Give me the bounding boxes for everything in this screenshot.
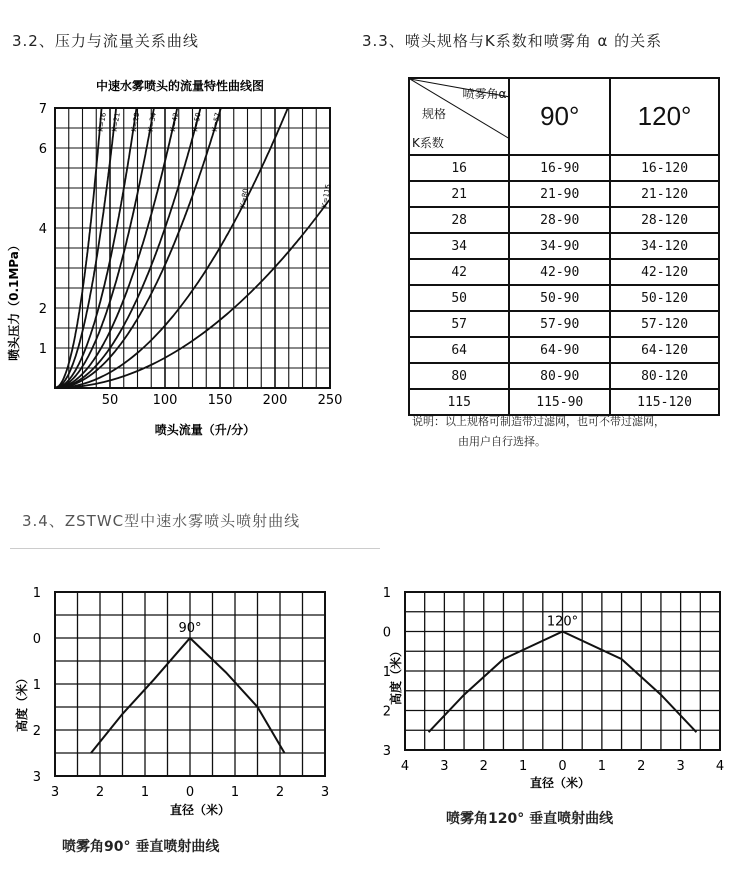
x-tick-label: 200 <box>262 393 288 408</box>
table-note-1: 说明：以上规格可制造带过滤网，也可不带过滤网， <box>412 415 665 428</box>
x-tick-label: 2 <box>275 785 285 800</box>
spec-90-cell: 115-90 <box>509 389 610 415</box>
k-value-cell: 28 <box>409 207 509 233</box>
curve-label: K=50 <box>191 111 203 133</box>
x-tick-label: 150 <box>207 393 233 408</box>
table-row <box>409 181 719 207</box>
spray-120-chart <box>370 580 750 800</box>
angle-annotation: 90° <box>178 621 202 636</box>
x-tick-label: 0 <box>558 759 567 774</box>
y-tick-label: 1 <box>32 678 41 693</box>
y-tick-label: 3 <box>382 744 391 759</box>
table-row <box>409 363 719 389</box>
spec-120-cell: 64-120 <box>610 337 719 363</box>
spec-120-cell: 115-120 <box>610 389 719 415</box>
table-row <box>409 207 719 233</box>
y-tick-label: 1 <box>38 342 47 357</box>
table-row <box>409 311 719 337</box>
table-row <box>409 259 719 285</box>
spray-90-chart <box>0 580 370 820</box>
spray-90-plot <box>33 586 329 800</box>
table-row <box>409 337 719 363</box>
spec-90-cell: 50-90 <box>509 285 610 311</box>
k-value-cell: 16 <box>409 155 509 181</box>
spray-120-y-label: 高度（米） <box>389 644 403 706</box>
spec-90-cell: 80-90 <box>509 363 610 389</box>
x-tick-label: 2 <box>95 785 105 800</box>
section-title-pressure-flow: 3.2、压力与流量关系曲线 <box>12 32 199 50</box>
x-tick-label: 1 <box>140 785 150 800</box>
k-value-cell: 64 <box>409 337 509 363</box>
spray-120-x-label: 直径（米） <box>529 776 591 790</box>
k-value-cell: 80 <box>409 363 509 389</box>
k-value-cell: 57 <box>409 311 509 337</box>
divider <box>10 548 380 549</box>
y-tick-label: 0 <box>382 625 391 641</box>
k-value-cell: 42 <box>409 259 509 285</box>
y-tick-label: 6 <box>38 142 47 157</box>
spray-curve <box>91 638 285 753</box>
y-tick-label: 7 <box>38 102 47 117</box>
table-row <box>409 233 719 259</box>
spec-120-cell: 21-120 <box>610 181 719 207</box>
x-tick-label: 0 <box>185 785 195 800</box>
spray-90-caption: 喷雾角90° 垂直喷射曲线 <box>62 839 220 855</box>
column-120: 120° <box>610 78 719 155</box>
y-tick-label: 3 <box>32 770 41 785</box>
curve-label: K=16 <box>96 111 108 133</box>
header-k: K系数 <box>412 136 444 150</box>
table-row <box>409 285 719 311</box>
x-tick-label: 100 <box>152 393 178 408</box>
column-90: 90° <box>509 78 610 155</box>
x-tick-label: 2 <box>479 759 488 774</box>
y-tick-label: 1 <box>32 586 41 601</box>
y-axis-label: 喷头压力（0.1MPa） <box>7 239 21 361</box>
section-title-spray-curve: 3.4、ZSTWC型中速水雾喷头喷射曲线 <box>22 512 301 530</box>
spec-120-cell: 50-120 <box>610 285 719 311</box>
y-tick-label: 2 <box>32 724 41 739</box>
curve-label: K=42 <box>168 111 181 133</box>
header-spec: 规格 <box>422 107 447 121</box>
table-header-diagonal <box>409 78 509 155</box>
table-row <box>409 155 719 181</box>
x-tick-label: 3 <box>440 759 449 774</box>
curve-label: K=28 <box>130 111 142 133</box>
spec-90-cell: 21-90 <box>509 181 610 207</box>
chart-grid <box>55 108 333 388</box>
flow-characteristic-chart <box>0 60 355 450</box>
x-tick-label: 3 <box>320 785 330 800</box>
y-tick-label: 0 <box>32 632 41 647</box>
k-value-cell: 50 <box>409 285 509 311</box>
spray-120-caption: 喷雾角120° 垂直喷射曲线 <box>446 811 614 827</box>
spec-120-cell: 57-120 <box>610 311 719 337</box>
angle-annotation: 120° <box>546 614 579 630</box>
header-angle: 喷雾角α <box>462 87 507 101</box>
spec-90-cell: 42-90 <box>509 259 610 285</box>
chart-title: 中速水雾喷头的流量特性曲线图 <box>95 79 265 93</box>
curve-label: K=34 <box>146 111 158 133</box>
curve-label: K=57 <box>210 111 222 133</box>
y-tick-label: 2 <box>38 302 47 317</box>
spec-120-cell: 28-120 <box>610 207 719 233</box>
x-tick-label: 4 <box>400 759 410 774</box>
y-tick-label: 1 <box>382 665 391 680</box>
k-value-cell: 115 <box>409 389 509 415</box>
spec-120-cell: 80-120 <box>610 363 719 389</box>
y-tick-label: 4 <box>38 222 47 237</box>
spray-90-x-label: 直径（米） <box>169 803 231 817</box>
x-tick-label: 3 <box>676 759 685 774</box>
table-body <box>409 155 719 415</box>
x-tick-label: 1 <box>597 759 607 774</box>
spec-table <box>408 77 720 416</box>
x-tick-label: 4 <box>715 759 725 774</box>
curve-label: K=115 <box>320 183 333 209</box>
y-tick-label: 2 <box>382 704 391 720</box>
x-tick-label: 250 <box>317 393 343 408</box>
curve-label: K=80 <box>238 187 251 209</box>
spec-120-cell: 34-120 <box>610 233 719 259</box>
spec-90-cell: 57-90 <box>509 311 610 337</box>
table-note-2: 由用户自行选择。 <box>458 435 546 448</box>
spec-90-cell: 28-90 <box>509 207 610 233</box>
x-tick-label: 1 <box>230 785 240 800</box>
k-value-cell: 21 <box>409 181 509 207</box>
spray-120-plot <box>383 586 724 774</box>
x-axis-label: 喷头流量（升/分） <box>154 423 256 437</box>
spec-90-cell: 34-90 <box>509 233 610 259</box>
x-tick-label: 3 <box>50 785 60 800</box>
spec-120-cell: 16-120 <box>610 155 719 181</box>
y-tick-label: 1 <box>382 586 391 601</box>
k-value-cell: 34 <box>409 233 509 259</box>
section-title-spec-relation: 3.3、喷头规格与K系数和喷雾角 α 的关系 <box>362 32 663 50</box>
spray-90-y-label: 高度（米） <box>15 671 29 733</box>
spec-120-cell: 42-120 <box>610 259 719 285</box>
spec-90-cell: 64-90 <box>509 337 610 363</box>
spec-90-cell: 16-90 <box>509 155 610 181</box>
x-tick-label: 2 <box>637 759 646 774</box>
curve-label: K=21 <box>110 111 122 133</box>
x-tick-label: 1 <box>518 759 528 774</box>
x-tick-label: 50 <box>101 393 119 408</box>
